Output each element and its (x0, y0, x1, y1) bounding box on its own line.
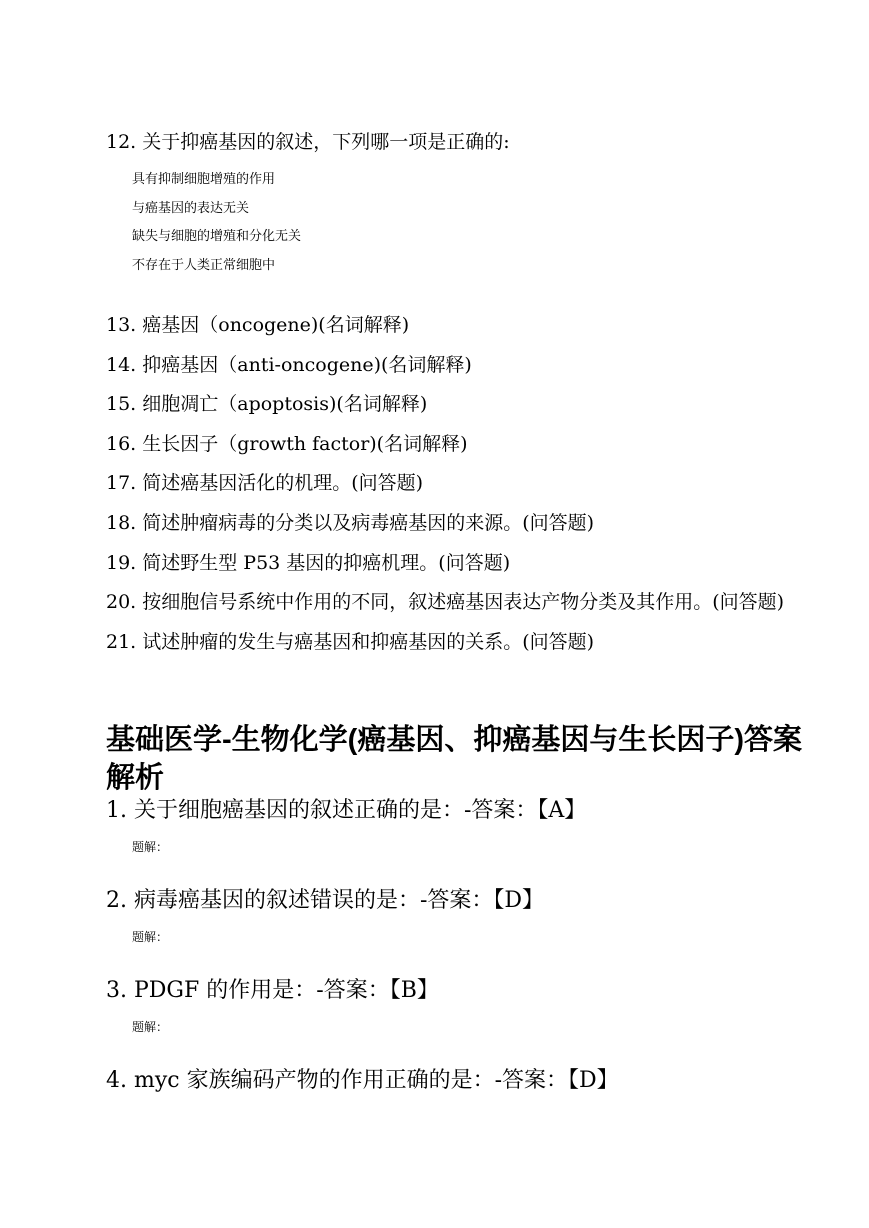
question-item: 15. 细胞凋亡（apoptosis)(名词解释) (106, 393, 428, 416)
question-12-options (132, 166, 301, 280)
answer-list (106, 795, 806, 1097)
question-item: 19. 简述野生型 P53 基因的抑癌机理。(问答题) (106, 551, 511, 574)
question-item: 18. 简述肿瘤病毒的分类以及病毒癌基因的来源。(问答题) (106, 511, 595, 534)
question-item: 21. 试述肿瘤的发生与癌基因和抑癌基因的关系。(问答题) (106, 630, 595, 653)
option-item: 与癌基因的表达无关 (132, 200, 250, 216)
answer-explanation: 题解： (132, 930, 169, 944)
answer-item: 3. PDGF 的作用是：-答案：【B】 (106, 978, 439, 1003)
question-item: 20. 按细胞信号系统中作用的不同，叙述癌基因表达产物分类及其作用。(问答题) (106, 591, 785, 614)
answer-explanation: 题解： (132, 1020, 169, 1034)
answer-item: 1. 关于细胞癌基因的叙述正确的是：-答案：【A】 (106, 798, 587, 823)
option-item: 缺失与细胞的增殖和分化无关 (132, 229, 302, 244)
section-title: 基础医学-生物化学(癌基因、抑癌基因与生长因子)答案解析 (106, 724, 802, 794)
question-item: 14. 抑癌基因（anti-oncogene)(名词解释) (106, 353, 472, 376)
option-item: 不存在于人类正常细胞中 (132, 257, 276, 273)
question-item: 13. 癌基因（oncogene)(名词解释) (106, 314, 410, 336)
question-list (106, 306, 806, 662)
answer-item: 2. 病毒癌基因的叙述错误的是：-答案：【D】 (106, 888, 545, 913)
question-12: 12. 关于抑癌基因的叙述，下列哪一项是正确的: (106, 131, 510, 153)
answer-item: 4. myc 家族编码产物的作用正确的是：-答案：【D】 (106, 1068, 619, 1093)
question-item: 17. 简述癌基因活化的机理。(问答题) (106, 472, 424, 495)
answer-explanation: 题解： (132, 840, 169, 854)
question-item: 16. 生长因子（growth factor)(名词解释) (106, 432, 468, 455)
option-item: 具有抑制细胞增殖的作用 (132, 172, 276, 187)
